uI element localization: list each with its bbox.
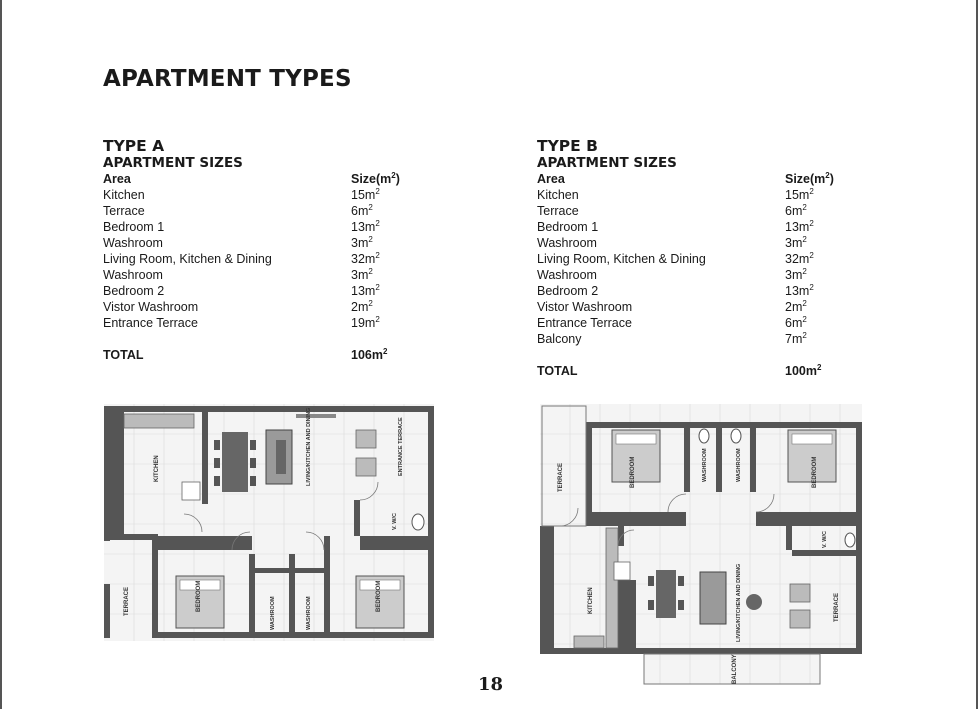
size-cell: $13m^2$	[351, 218, 380, 234]
tv-unit	[296, 414, 336, 418]
plan-label-bedroom-2: BEDROOM	[812, 456, 818, 488]
area-cell: Washroom	[537, 236, 597, 250]
plan-label-terrace: TERRACE	[558, 462, 564, 492]
type-a-subtitle: APARTMENT SIZES	[103, 155, 243, 171]
table-row	[103, 315, 413, 331]
table-row	[537, 267, 847, 283]
size-cell: $3m^2$	[351, 266, 373, 282]
area-cell: Washroom	[103, 268, 163, 282]
plan-label-bedroom-1: BEDROOM	[630, 456, 636, 488]
type-a-title: TYPE A	[103, 137, 165, 155]
size-cell: $6m^2$	[351, 202, 373, 218]
table-row	[537, 315, 847, 331]
area-cell: Vistor Washroom	[103, 300, 199, 314]
type-b-total-row	[537, 363, 847, 379]
dining-table	[222, 432, 248, 492]
size-cell: $3m^2$	[785, 234, 807, 250]
table-header	[537, 171, 847, 187]
table-row	[103, 299, 413, 315]
size-cell: $19m^2$	[351, 314, 380, 330]
size-cell: $2m^2$	[351, 298, 373, 314]
fridge	[614, 562, 630, 580]
size-cell: $6m^2$	[785, 202, 807, 218]
type-a-sizes-table	[103, 137, 413, 363]
table-row	[103, 283, 413, 299]
plan-label-bedroom-2: BEDROOM	[376, 580, 382, 612]
size-cell: $13m^2$	[351, 282, 380, 298]
table-row	[537, 283, 847, 299]
size-cell: $32m^2$	[351, 250, 380, 266]
bed-pillow	[792, 434, 832, 444]
area-cell: Bedroom 1	[103, 220, 165, 234]
size-cell: $3m^2$	[351, 234, 373, 250]
size-cell: $15m^2$	[785, 186, 814, 202]
table-row	[537, 187, 847, 203]
area-header: Area	[537, 172, 565, 186]
area-cell: Entrance Terrace	[103, 316, 198, 330]
plan-label-entrance-terrace: TERRACE	[834, 592, 840, 622]
plan-label-entrance-terrace: ENTRANCE TERRACE	[398, 417, 404, 476]
area-cell: Terrace	[537, 204, 579, 218]
size-header: $Size(m^2)$	[785, 170, 834, 186]
table-row	[537, 235, 847, 251]
type-b-title: TYPE B	[537, 137, 598, 155]
size-header: $Size(m^2)$	[351, 170, 400, 186]
plan-label-wc: V. W/C	[392, 513, 398, 530]
table-row	[537, 219, 847, 235]
area-cell: Washroom	[103, 236, 163, 250]
page-border-left	[0, 0, 2, 709]
table-row	[103, 251, 413, 267]
area-cell: Terrace	[103, 204, 145, 218]
size-cell: $2m^2$	[785, 298, 807, 314]
type-a-rows	[103, 187, 413, 331]
area-cell: Vistor Washroom	[537, 300, 633, 314]
plan-label-washroom-2: WASHROOM	[306, 596, 312, 630]
dining-table	[656, 570, 676, 618]
type-b-sizes-table	[537, 137, 847, 379]
kitchen-counter	[124, 414, 194, 428]
area-cell: Entrance Terrace	[537, 316, 632, 330]
area-cell: Kitchen	[537, 188, 579, 202]
plan-label-living: LIVING/KITCHEN AND DINING	[736, 563, 742, 642]
coffee-table	[746, 594, 762, 610]
size-cell: $13m^2$	[785, 218, 814, 234]
bed-pillow	[616, 434, 656, 444]
rug	[276, 440, 286, 474]
toilet	[699, 429, 709, 443]
type-b-floor-plan	[540, 404, 862, 686]
area-cell: Bedroom 2	[103, 284, 165, 298]
sofa	[700, 572, 726, 624]
table-row	[537, 299, 847, 315]
kitchen-counter	[606, 528, 618, 648]
table-row	[537, 251, 847, 267]
size-cell: $32m^2$	[785, 250, 814, 266]
area-cell: Bedroom 2	[537, 284, 599, 298]
size-cell: $13m^2$	[785, 282, 814, 298]
sink	[574, 636, 604, 648]
table-header	[103, 171, 413, 187]
page-number: 18	[478, 674, 504, 695]
plan-label-terrace: TERRACE	[124, 586, 130, 616]
toilet	[845, 533, 855, 547]
type-a-total-row	[103, 347, 413, 363]
size-cell: $15m^2$	[351, 186, 380, 202]
type-b-rows	[537, 187, 847, 347]
plan-label-living: LIVING/KITCHEN AND DINING	[306, 407, 312, 486]
plan-label-washroom-1: WASHROOM	[702, 448, 708, 482]
page-title: APARTMENT TYPES	[103, 66, 352, 92]
type-a-floor-plan	[104, 404, 434, 641]
table-row	[103, 267, 413, 283]
toilet	[731, 429, 741, 443]
table-row	[103, 203, 413, 219]
toilet	[412, 514, 424, 530]
total-value: $106m^2$	[351, 346, 388, 362]
size-cell: $6m^2$	[785, 314, 807, 330]
area-header: Area	[103, 172, 131, 186]
plan-label-kitchen: KITCHEN	[588, 587, 594, 614]
plan-label-kitchen: KITCHEN	[154, 455, 160, 482]
plan-label-washroom-2: WASHROOM	[736, 448, 742, 482]
size-cell: $3m^2$	[785, 266, 807, 282]
plan-label-bedroom-1: BEDROOM	[196, 580, 202, 612]
total-label: TOTAL	[537, 364, 578, 378]
area-cell: Living Room, Kitchen & Dining	[103, 252, 272, 266]
area-cell: Bedroom 1	[537, 220, 599, 234]
plan-label-wc: V. W/C	[822, 531, 828, 548]
area-cell: Washroom	[537, 268, 597, 282]
table-row	[103, 235, 413, 251]
size-cell: $7m^2$	[785, 330, 807, 346]
area-cell: Living Room, Kitchen & Dining	[537, 252, 706, 266]
total-label: TOTAL	[103, 348, 144, 362]
total-value: $100m^2$	[785, 362, 822, 378]
table-row	[103, 219, 413, 235]
type-b-subtitle: APARTMENT SIZES	[537, 155, 677, 171]
area-cell: Balcony	[537, 332, 582, 346]
area-cell: Kitchen	[103, 188, 145, 202]
plan-label-balcony: BALCONY	[732, 654, 738, 684]
plan-label-washroom-1: WASHROOM	[270, 596, 276, 630]
fridge	[182, 482, 200, 500]
table-row	[537, 331, 847, 347]
table-row	[537, 203, 847, 219]
table-row	[103, 187, 413, 203]
